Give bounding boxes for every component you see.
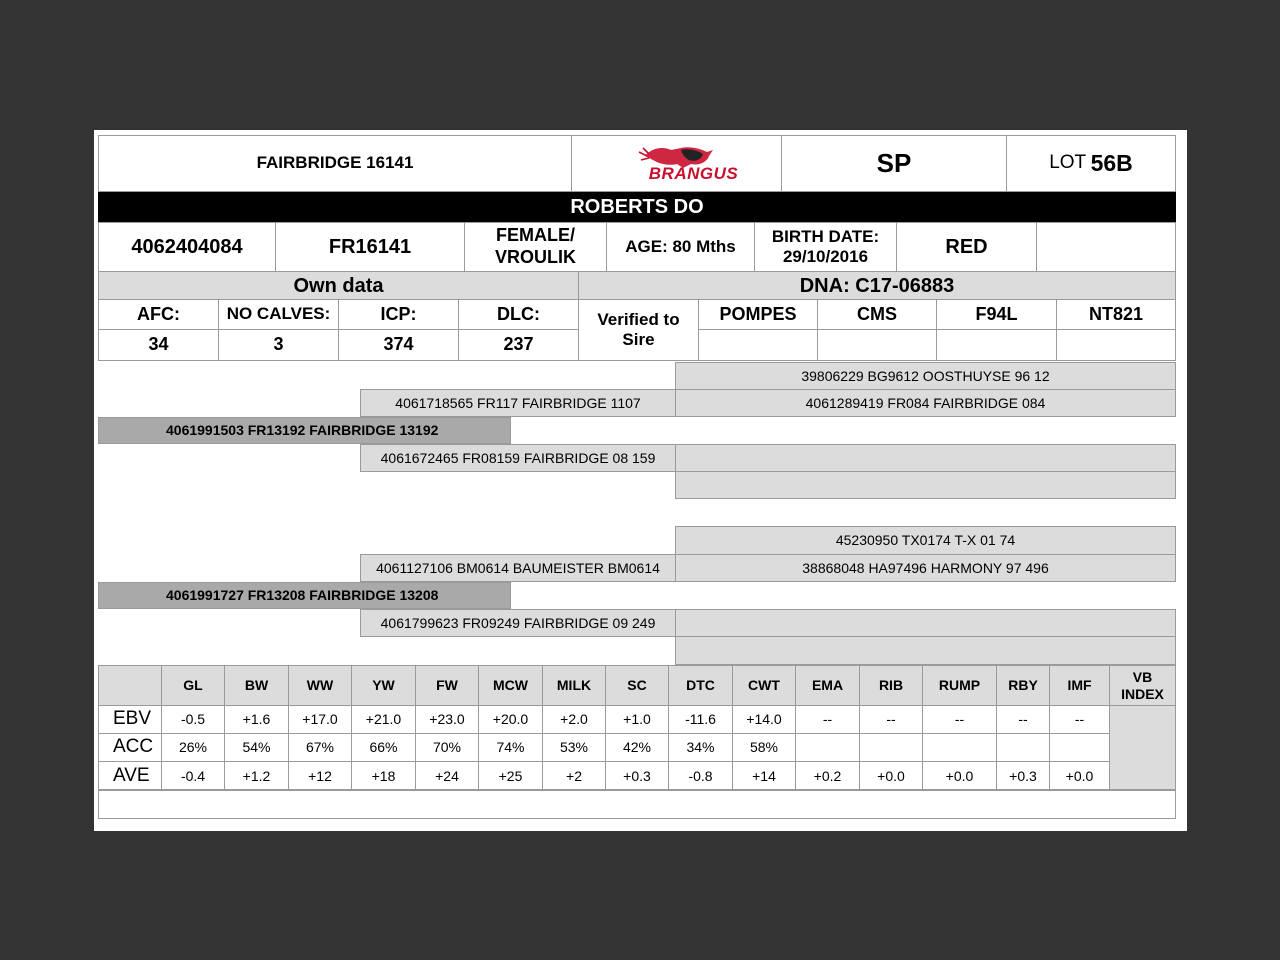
ebv-cell-ave-fw: +24: [415, 761, 479, 791]
pedigree-dam-sire: 4061127106 BM0614 BAUMEISTER BM0614: [360, 554, 676, 582]
owner-banner: ROBERTS DO: [98, 192, 1176, 222]
ebv-cell-ebv-rump: --: [922, 705, 997, 734]
pedigree-sire-dam-dam: [675, 471, 1176, 499]
ebv-cell-ebv-rby: --: [996, 705, 1050, 734]
ebv-cell-acc-dtc: 34%: [668, 733, 733, 762]
ebv-cell-acc-milk: 53%: [542, 733, 606, 762]
vb-line1: VB: [1132, 668, 1153, 685]
ebv-header-bw: BW: [224, 665, 289, 706]
ebv-header-rump: RUMP: [922, 665, 997, 706]
pedigree-sire-sire-sire: 39806229 BG9612 OOSTHUYSE 96 12: [675, 362, 1176, 390]
ebv-cell-ebv-milk: +2.0: [542, 705, 606, 734]
ebv-header-dtc: DTC: [668, 665, 733, 706]
no-calves-label: NO CALVES:: [218, 299, 339, 330]
ebv-cell-ebv-bw: +1.6: [224, 705, 289, 734]
ebv-cell-ave-dtc: -0.8: [668, 761, 733, 791]
birth-date-label: BIRTH DATE:: [771, 226, 880, 246]
verified-to-sire: [578, 299, 699, 361]
dna-test-cms: CMS: [817, 299, 937, 330]
lot-value: 56B: [1090, 149, 1133, 176]
ebv-cell-acc-ww: 67%: [288, 733, 352, 762]
ebv-cell-acc-rump: [922, 733, 997, 762]
ebv-header-sc: SC: [605, 665, 669, 706]
ebv-cell-ave-ema: +0.2: [795, 761, 860, 791]
verified-line2: Sire: [622, 330, 655, 349]
ebv-row-label-ave: AVE: [98, 761, 162, 791]
ebv-cell-ebv-rib: --: [859, 705, 923, 734]
ebv-header-mcw: MCW: [478, 665, 543, 706]
catalogue-card: [94, 130, 1187, 831]
ebv-header-corner: [98, 665, 162, 706]
ebv-header-ww: WW: [288, 665, 352, 706]
sex: [464, 222, 607, 272]
ebv-cell-acc-bw: 54%: [224, 733, 289, 762]
ebv-header-milk: MILK: [542, 665, 606, 706]
own-data-title: Own data: [98, 271, 579, 300]
ebv-footer-row: [98, 789, 1176, 819]
pedigree-dam-dam-dam: [675, 636, 1176, 665]
ebv-cell-acc-gl: 26%: [161, 733, 225, 762]
sex-afrikaans: VROULIK: [495, 247, 576, 267]
ebv-header-fw: FW: [415, 665, 479, 706]
ebv-cell-ave-sc: +0.3: [605, 761, 669, 791]
ebv-cell-ebv-fw: +23.0: [415, 705, 479, 734]
pedigree-dam-dam-sire: [675, 609, 1176, 637]
pedigree-dam-sire-sire: 45230950 TX0174 T-X 01 74: [675, 526, 1176, 555]
ebv-cell-ave-rib: +0.0: [859, 761, 923, 791]
coat-color: RED: [896, 222, 1037, 272]
ebv-cell-acc-fw: 70%: [415, 733, 479, 762]
ebv-cell-acc-imf: [1049, 733, 1110, 762]
ebv-cell-ave-ww: +12: [288, 761, 352, 791]
afc-value: 34: [98, 329, 219, 361]
ebv-cell-ebv-mcw: +20.0: [478, 705, 543, 734]
ebv-cell-ebv-ww: +17.0: [288, 705, 352, 734]
ebv-header-vb-index: [1109, 665, 1176, 706]
category-code: SP: [781, 135, 1007, 192]
ebv-cell-acc-ema: [795, 733, 860, 762]
birth-date-value: 29/10/2016: [782, 247, 869, 266]
pedigree-sire-sire: 4061718565 FR117 FAIRBRIDGE 1107: [360, 389, 676, 417]
ebv-cell-acc-sc: 42%: [605, 733, 669, 762]
pedigree-sire-dam: 4061672465 FR08159 FAIRBRIDGE 08 159: [360, 444, 676, 472]
brand-wordmark: BRANGUS: [648, 164, 739, 184]
ebv-cell-ave-rby: +0.3: [996, 761, 1050, 791]
ebv-cell-ebv-gl: -0.5: [161, 705, 225, 734]
registration-number: 4062404084: [98, 222, 276, 272]
animal-name: FAIRBRIDGE 16141: [98, 135, 572, 192]
birth-date: [754, 222, 897, 272]
ebv-cell-acc-rby: [996, 733, 1050, 762]
no-calves-value: 3: [218, 329, 339, 361]
ebv-header-rby: RBY: [996, 665, 1050, 706]
ebv-cell-ebv-yw: +21.0: [351, 705, 416, 734]
ebv-vb-index-value: [1109, 705, 1176, 791]
details-empty-cell: [1036, 222, 1176, 272]
icp-value: 374: [338, 329, 459, 361]
ebv-header-ema: EMA: [795, 665, 860, 706]
pedigree-dam: 4061991727 FR13208 FAIRBRIDGE 13208: [98, 582, 511, 609]
ebv-cell-acc-cwt: 58%: [732, 733, 796, 762]
dna-test-nt821: NT821: [1056, 299, 1176, 330]
ebv-cell-ave-milk: +2: [542, 761, 606, 791]
dna-title: DNA: C17-06883: [578, 271, 1176, 300]
dlc-value: 237: [458, 329, 579, 361]
ebv-cell-ave-cwt: +14: [732, 761, 796, 791]
dna-result-f94l: [936, 329, 1057, 361]
ebv-header-imf: IMF: [1049, 665, 1110, 706]
sex-english: FEMALE/: [496, 225, 575, 246]
ebv-cell-ave-gl: -0.4: [161, 761, 225, 791]
pedigree-sire-dam-sire: [675, 444, 1176, 472]
age: AGE: 80 Mths: [606, 222, 755, 272]
ebv-row-label-acc: ACC: [98, 733, 162, 762]
pedigree-sire: 4061991503 FR13192 FAIRBRIDGE 13192: [98, 417, 511, 444]
pedigree-sire-sire-dam: 4061289419 FR084 FAIRBRIDGE 084: [675, 389, 1176, 417]
pedigree-dam-dam: 4061799623 FR09249 FAIRBRIDGE 09 249: [360, 609, 676, 637]
ebv-cell-ave-mcw: +25: [478, 761, 543, 791]
ebv-header-rib: RIB: [859, 665, 923, 706]
pedigree-dam-sire-dam: 38868048 HA97496 HARMONY 97 496: [675, 554, 1176, 582]
ebv-cell-ebv-ema: --: [795, 705, 860, 734]
lot-number: [1006, 135, 1176, 192]
brangus-logo: [571, 135, 782, 192]
ebv-cell-acc-mcw: 74%: [478, 733, 543, 762]
ebv-cell-ave-rump: +0.0: [922, 761, 997, 791]
ebv-cell-acc-yw: 66%: [351, 733, 416, 762]
dlc-label: DLC:: [458, 299, 579, 330]
vb-line2: INDEX: [1121, 685, 1164, 702]
ebv-cell-ebv-imf: --: [1049, 705, 1110, 734]
dna-result-cms: [817, 329, 937, 361]
dna-test-pompes: POMPES: [698, 299, 818, 330]
icp-label: ICP:: [338, 299, 459, 330]
dna-result-pompes: [698, 329, 818, 361]
ebv-cell-ave-bw: +1.2: [224, 761, 289, 791]
ebv-header-gl: GL: [161, 665, 225, 706]
ebv-cell-ave-imf: +0.0: [1049, 761, 1110, 791]
ebv-cell-acc-rib: [859, 733, 923, 762]
ebv-cell-ebv-dtc: -11.6: [668, 705, 733, 734]
ebv-cell-ebv-sc: +1.0: [605, 705, 669, 734]
ebv-cell-ave-yw: +18: [351, 761, 416, 791]
dna-result-nt821: [1056, 329, 1176, 361]
ebv-header-yw: YW: [351, 665, 416, 706]
ebv-row-label-ebv: EBV: [98, 705, 162, 734]
verified-line1: Verified to: [597, 309, 680, 329]
lot-prefix: LOT: [1049, 152, 1087, 174]
ebv-cell-ebv-cwt: +14.0: [732, 705, 796, 734]
dna-test-f94l: F94L: [936, 299, 1057, 330]
ebv-header-cwt: CWT: [732, 665, 796, 706]
herd-id: FR16141: [275, 222, 465, 272]
afc-label: AFC:: [98, 299, 219, 330]
